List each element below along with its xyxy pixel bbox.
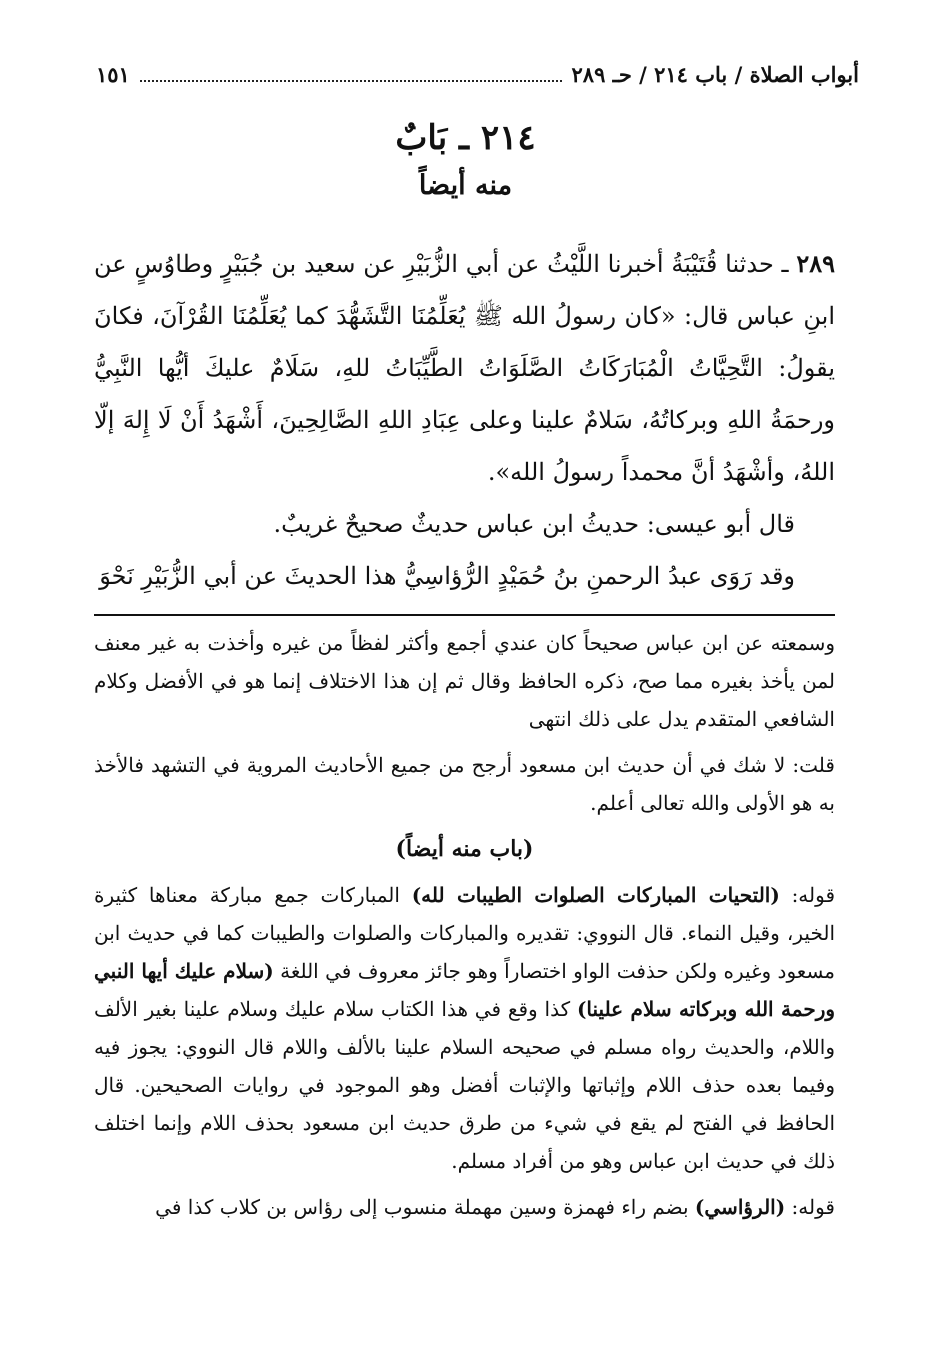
- commentary-paragraph-2: قلت: لا شك في أن حديث ابن مسعود أرجح من جميع الأحاديث المروية في التشهد فالأخذ به هو الأولى والله تعالى أعلم.: [94, 753, 835, 815]
- para4-quote: (الرؤاسي): [694, 1195, 786, 1219]
- header-title: أبواب الصلاة / باب ٢١٤ / حـ ٢٨٩: [571, 61, 859, 87]
- para4-lead: قوله:: [785, 1195, 835, 1219]
- para4-text: بضم راء فهمزة وسين مهملة منسوب إلى رؤاس بن كلاب كذا في: [155, 1195, 695, 1219]
- chapter-subtitle: منه أيضاً: [418, 170, 513, 201]
- main-text: [94, 238, 835, 602]
- hadith-paragraph: [94, 238, 835, 498]
- commentary-subheading: (باب منه أيضاً): [395, 836, 534, 862]
- para3-text-2: كذا وقع في هذا الكتاب سلام عليك وسلام علينا بغير الألف واللام، والحديث رواه مسلم في صحيحه السلام علينا بالألف واللام قال النووي: يجوز فيه وفيما بعده حذف اللام وإثباتها والإثبات أفضل وهو الموجود في روايات الصحيحين. قال الحافظ في الفتح لم يقع في شيء من طرق حديث ابن مسعود بحذف اللام وإنما اختلف ذلك في حديث ابن عباس وهو من أفراد مسلم.: [94, 997, 836, 1173]
- para3-text-1: المباركات جمع مباركة معناها كثيرة الخير، وقيل النماء. قال النووي: تقديره والمباركات والصلوات والطيبات كما في حديث ابن مسعود وغيره ولكن حذفت الواو اختصاراً وهو جائز معروف في اللغة: [94, 883, 836, 983]
- running-header: [96, 56, 859, 92]
- commentary-paragraph-1: وسمعته عن ابن عباس صحيحاً كان عندي أجمع وأكثر لفظاً من غيره وأخذت به غير معنف لمن يأخذ بغيره مما صح، ذكره الحافظ وقال ثم إن هذا الاختلاف إنما هو في الأفضل وكلام الشافعي المتقدم يدل على ذلك انتهى: [94, 631, 835, 731]
- commentary-paragraph-3: [94, 876, 835, 1180]
- chapter-title: ٢١٤ ـ بَابٌ: [395, 118, 536, 158]
- commentary-paragraph-4: [94, 1188, 835, 1226]
- header-leader-dots: [140, 66, 562, 82]
- para3-quote-2: (سلام عليك أيها النبي ورحمة الله وبركاته سلام علينا): [94, 959, 836, 1021]
- hadith-number: ٢٨٩: [796, 249, 835, 278]
- tirmidhi-comment: قال أبو عيسى: حديثُ ابن عباس حديثٌ صحيحٌ غريبٌ.: [273, 510, 795, 538]
- hadith-continuation: وقد رَوَى عبدُ الرحمنِ بنُ حُمَيْدٍ الرُّؤاسِيُّ هذا الحديثَ عن أبي الزُّبَيْرِ نَحْوَ: [99, 562, 795, 590]
- page-number: ١٥١: [96, 61, 130, 87]
- para3-quote-1: (التحيات المباركات الصلوات الطيبات لله): [411, 883, 780, 907]
- para3-lead: قوله:: [779, 883, 836, 907]
- footnote-separator: [94, 614, 835, 616]
- commentary: [94, 624, 835, 1234]
- hadith-text: ـ حدثنا قُتَيْبَةُ أخبرنا اللَّيْثُ عن أبي الزُّبَيْرِ عن سعيد بن جُبَيْرٍ وطاوُسٍ عن ابنِ عباس قال: «كان رسولُ الله ﷺ يُعَلِّمُنَا التَّشَهُّدَ كما يُعَلِّمُنَا القُرْآنَ، فكانَ يقولُ: التَّحِيَّاتُ الْمُبَارَكَاتُ الصَّلَوَاتُ الطَّيِّبَاتُ للهِ، سَلَامٌ عليكَ أيُّها النَّبِيُّ ورحمَةُ اللهِ وبركاتُهُ، سَلامٌ علينا وعلى عِبَادِ اللهِ الصَّالِحِينَ، أَشْهَدُ أَنْ لَا إِلهَ إلّا اللهُ، وأشْهَدُ أنَّ محمداً رسولُ الله».: [94, 250, 835, 486]
